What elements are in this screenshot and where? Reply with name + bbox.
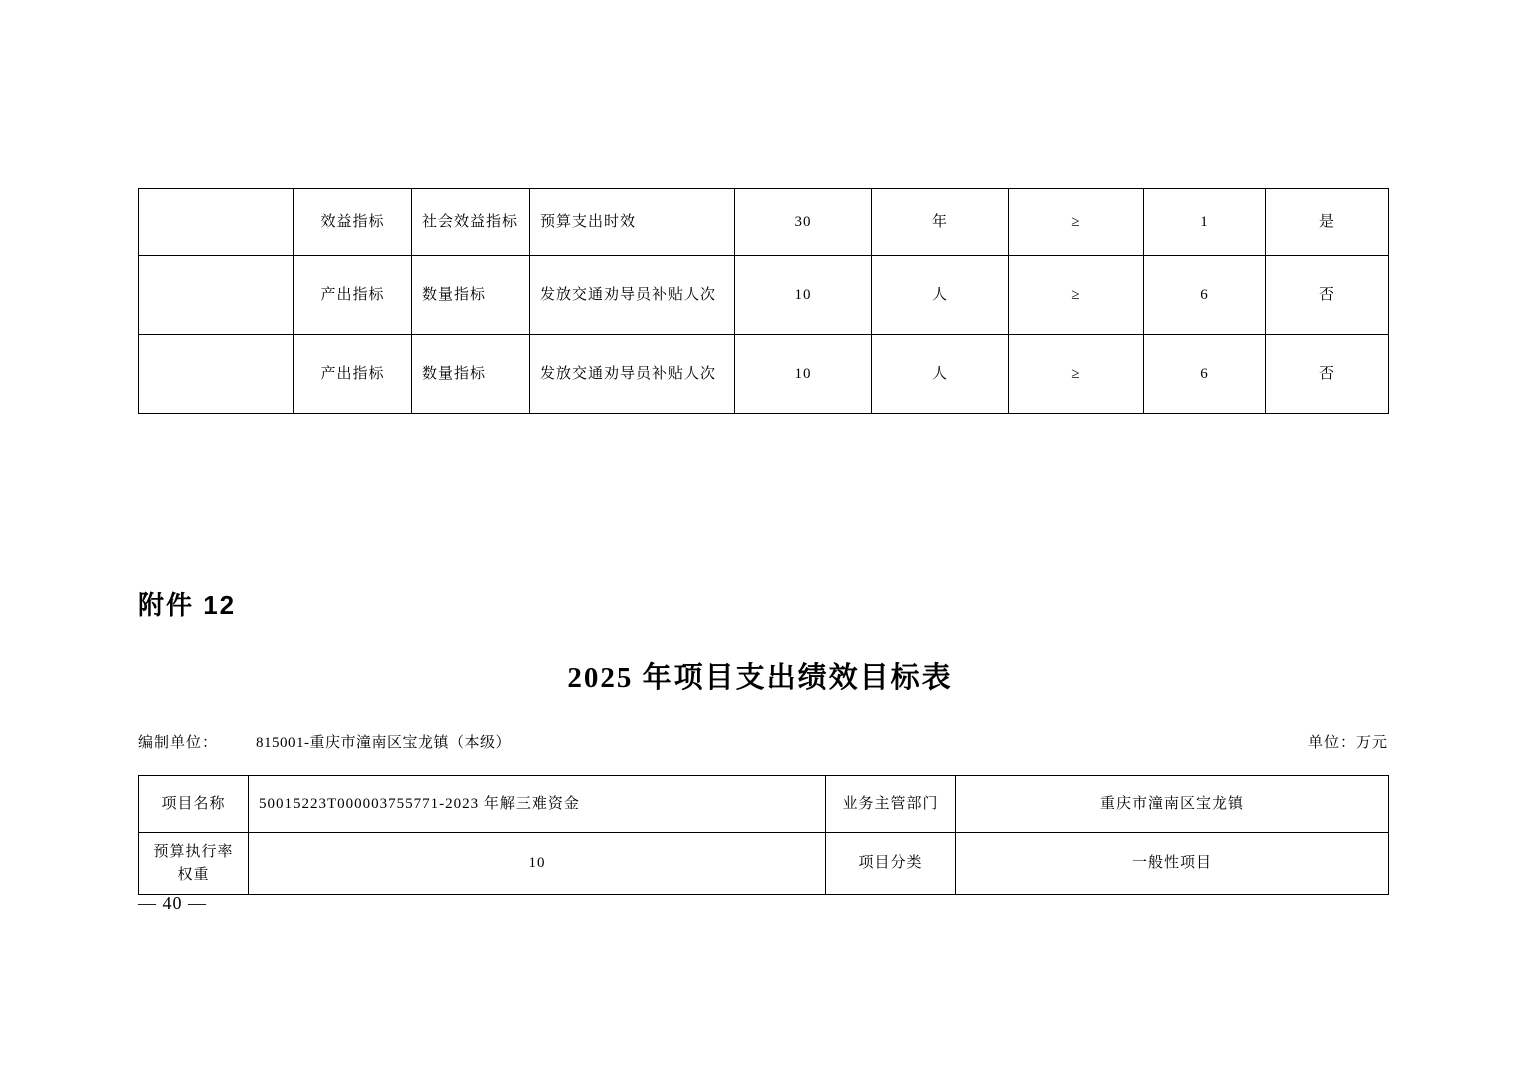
indicator-category-cell: 社会效益指标 [412,189,530,256]
table-row [139,335,1389,414]
project-name-label: 项目名称 [139,776,249,833]
indicator-symbol-cell: ≥ [1009,335,1144,414]
bottom-table [138,775,1389,895]
managing-department-value: 重庆市潼南区宝龙镇 [956,776,1389,833]
table-row [139,189,1389,256]
budget-execution-weight-label [139,833,249,895]
indicator-name-cell: 发放交通劝导员补贴人次 [530,256,735,335]
indicator-unit-cell: 人 [872,335,1009,414]
indicator-weight-cell: 10 [735,256,872,335]
document-meta-row [138,731,1388,752]
indicator-value-cell: 6 [1144,335,1266,414]
indicator-value-cell: 6 [1144,256,1266,335]
indicator-type-cell: 产出指标 [294,335,412,414]
prep-unit-value: 815001-重庆市潼南区宝龙镇（本级） [256,735,512,751]
attachment-heading: 附件 12 [138,590,237,620]
indicator-unit-cell: 年 [872,189,1009,256]
top-table [138,188,1389,414]
page-title: 2025 年项目支出绩效目标表 [567,662,953,694]
indicator-weight-cell: 30 [735,189,872,256]
table-row [139,833,1389,895]
managing-department-label: 业务主管部门 [826,776,956,833]
indicator-category-cell: 数量指标 [412,256,530,335]
project-category-value: 一般性项目 [956,833,1389,895]
project-info-table [138,775,1388,895]
budget-execution-weight-label-line2: 权重 [177,866,210,883]
project-name-value: 50015223T000003755771-2023 年解三难资金 [249,776,826,833]
indicator-category-cell: 数量指标 [412,335,530,414]
indicator-type-cell: 产出指标 [294,256,412,335]
amount-unit-note: 单位：万元 [1307,735,1388,751]
indicator-symbol-cell: ≥ [1009,256,1144,335]
indicator-symbol-cell: ≥ [1009,189,1144,256]
indicator-flag-cell: 否 [1266,335,1389,414]
table-row [139,256,1389,335]
indicator-flag-cell: 是 [1266,189,1389,256]
table-row [139,776,1389,833]
indicator-weight-cell: 10 [735,335,872,414]
row-span-blank-cell [139,189,294,256]
indicator-unit-cell: 人 [872,256,1009,335]
row-span-blank-cell [139,256,294,335]
project-category-label: 项目分类 [826,833,956,895]
indicator-value-cell: 1 [1144,189,1266,256]
row-span-blank-cell [139,335,294,414]
indicator-type-cell: 效益指标 [294,189,412,256]
indicator-flag-cell: 否 [1266,256,1389,335]
page-number: — 40 — [138,893,207,913]
prep-unit-label: 编制单位： [138,735,219,751]
budget-execution-weight-value: 10 [249,833,826,895]
indicator-name-cell: 预算支出时效 [530,189,735,256]
budget-execution-weight-label-line1: 预算执行率 [153,844,234,860]
performance-indicator-table-continued [138,188,1388,414]
indicator-name-cell: 发放交通劝导员补贴人次 [530,335,735,414]
